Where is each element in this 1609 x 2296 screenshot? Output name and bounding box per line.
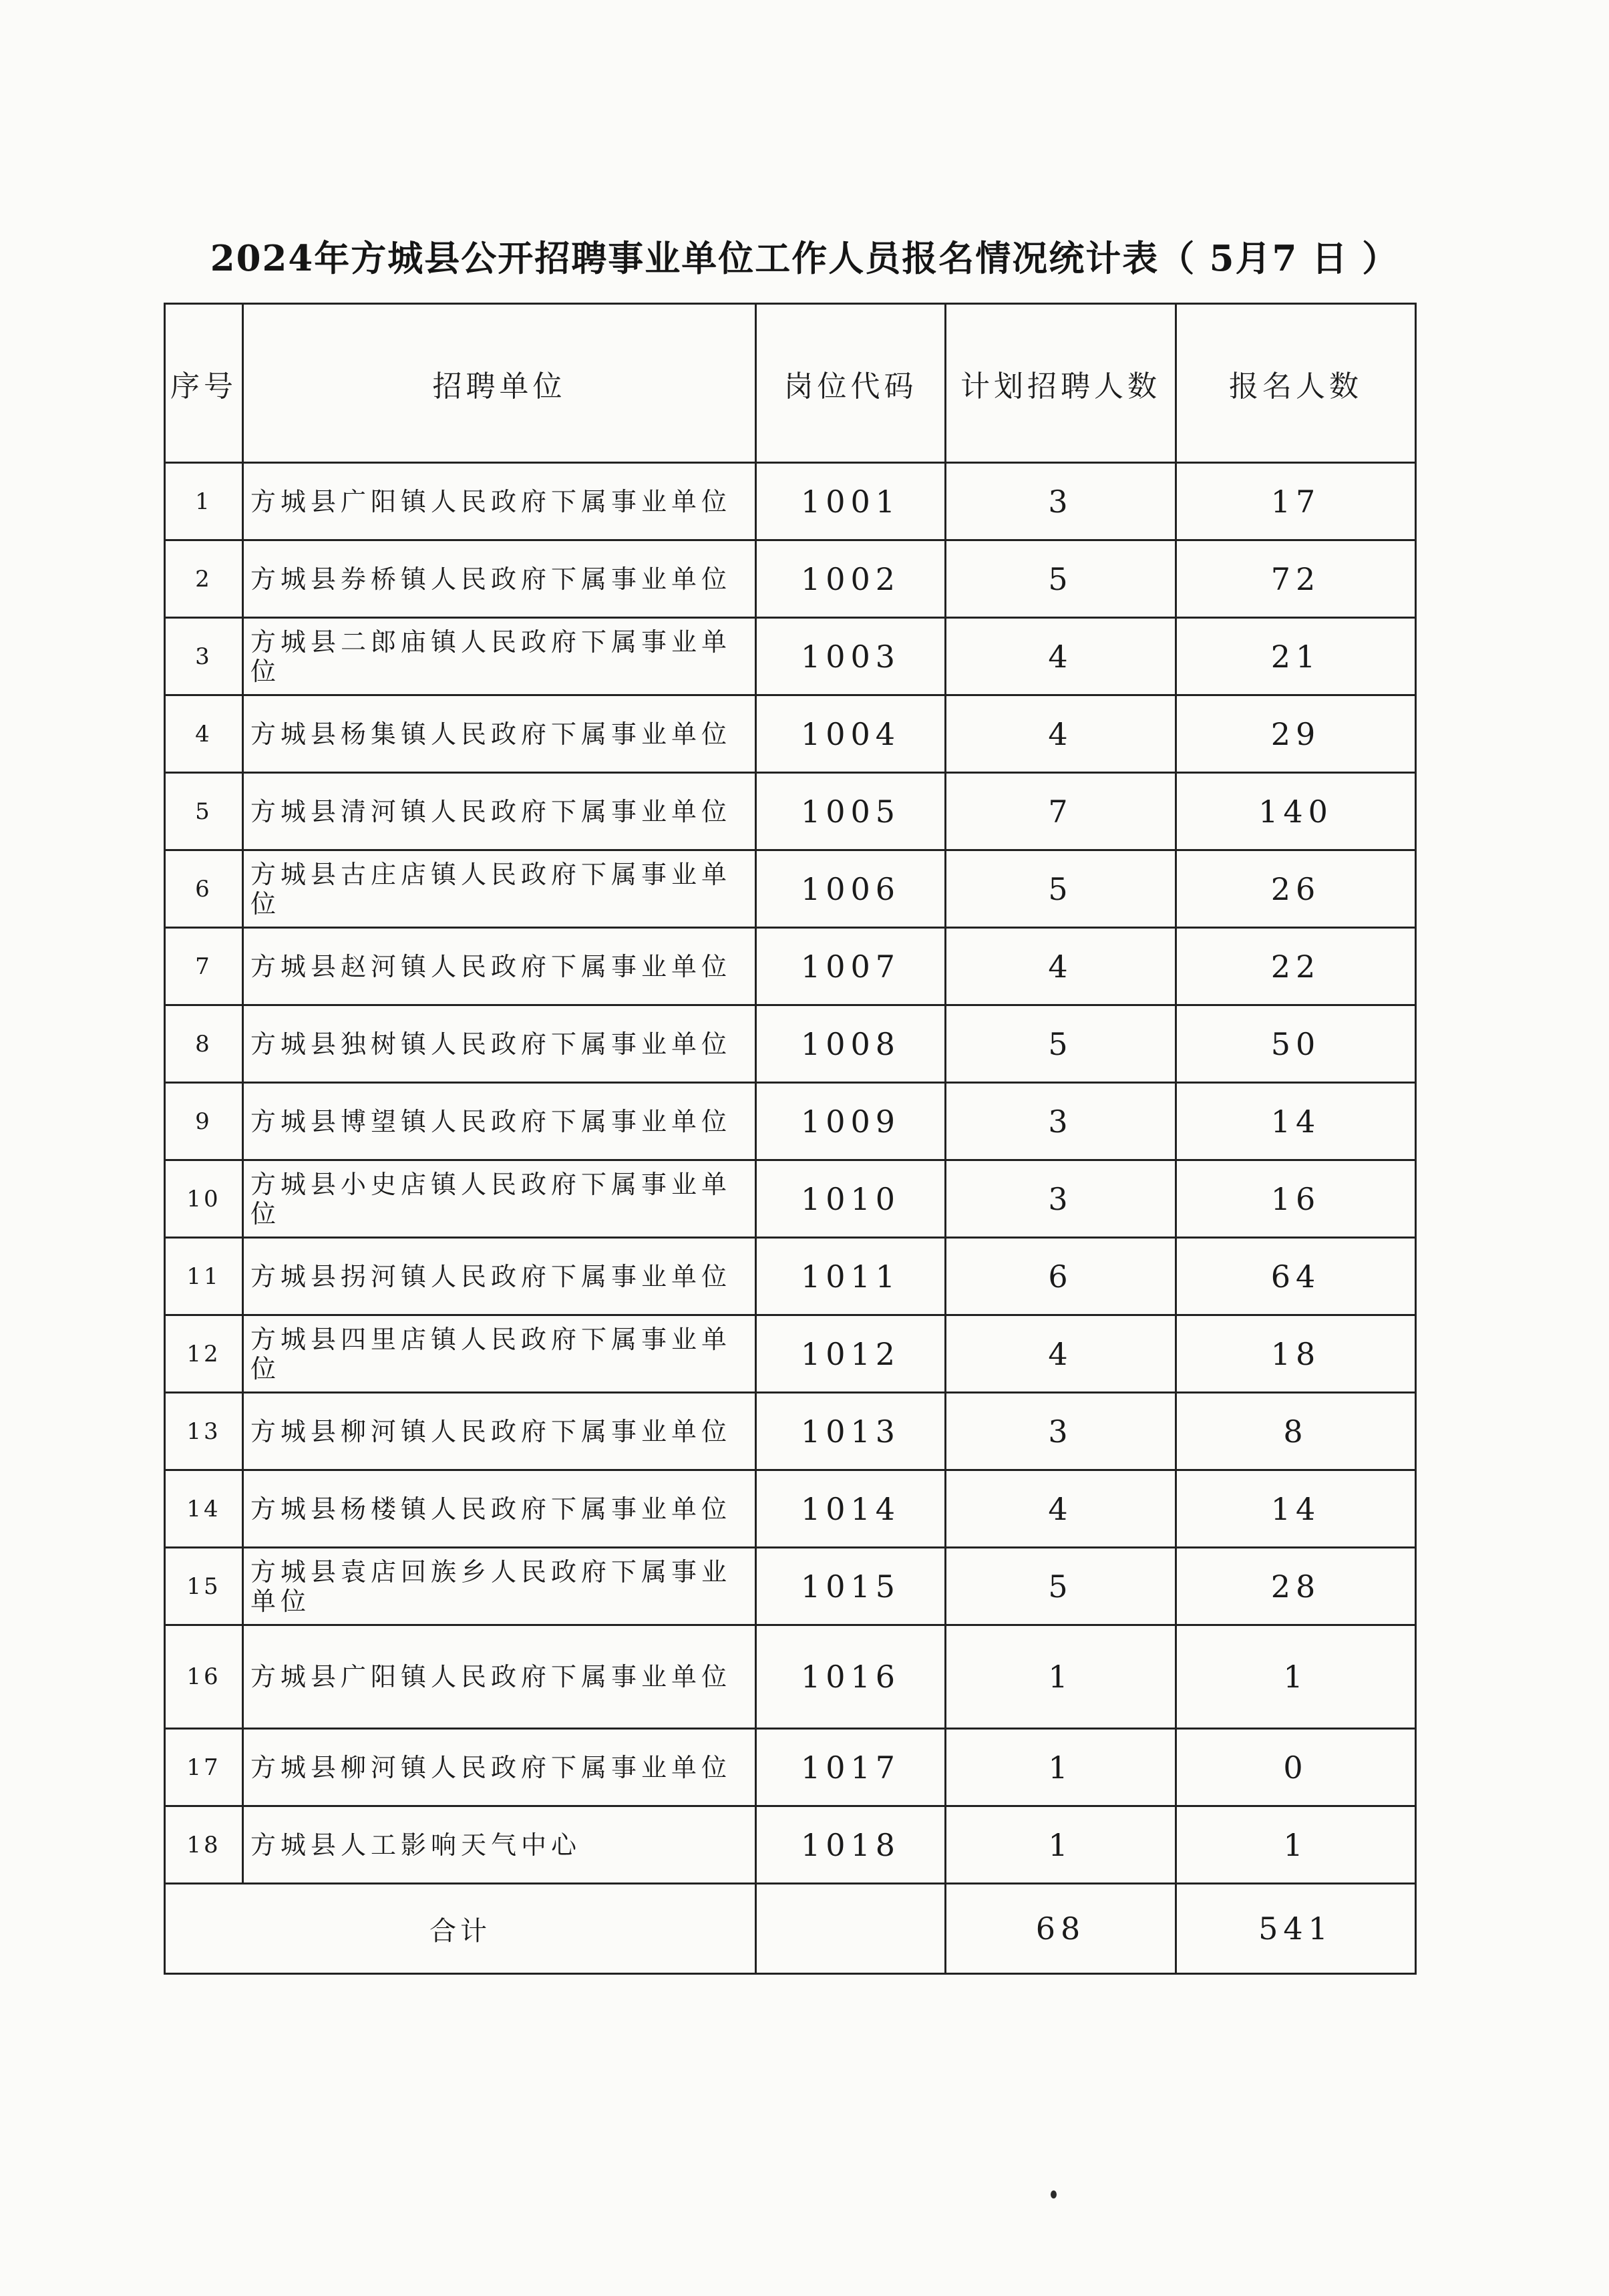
row-unit: 方城县柳河镇人民政府下属事业单位 — [243, 1729, 756, 1806]
row-registered: 1 — [1176, 1625, 1416, 1729]
row-plan: 4 — [946, 928, 1176, 1005]
row-unit: 方城县小史店镇人民政府下属事业单位 — [243, 1160, 756, 1238]
row-registered: 64 — [1176, 1238, 1416, 1315]
total-code-empty — [756, 1884, 946, 1974]
row-registered: 17 — [1176, 463, 1416, 540]
row-index: 9 — [165, 1083, 243, 1160]
row-plan: 4 — [946, 695, 1176, 773]
row-unit: 方城县广阳镇人民政府下属事业单位 — [243, 1625, 756, 1729]
table-row — [165, 928, 1416, 1005]
table-row — [165, 1393, 1416, 1470]
row-registered: 50 — [1176, 1005, 1416, 1083]
row-code: 1013 — [756, 1393, 946, 1470]
row-index: 3 — [165, 618, 243, 695]
row-registered: 22 — [1176, 928, 1416, 1005]
table-row — [165, 1806, 1416, 1884]
row-index: 18 — [165, 1806, 243, 1884]
row-index: 6 — [165, 850, 243, 928]
row-registered: 21 — [1176, 618, 1416, 695]
scan-speck — [1051, 2190, 1057, 2198]
table-row — [165, 695, 1416, 773]
total-plan: 68 — [946, 1884, 1176, 1974]
row-registered: 1 — [1176, 1806, 1416, 1884]
row-registered: 14 — [1176, 1470, 1416, 1548]
row-unit: 方城县杨楼镇人民政府下属事业单位 — [243, 1470, 756, 1548]
row-index: 13 — [165, 1393, 243, 1470]
row-code: 1012 — [756, 1315, 946, 1393]
row-plan: 4 — [946, 618, 1176, 695]
row-registered: 26 — [1176, 850, 1416, 928]
total-registered: 541 — [1176, 1884, 1416, 1974]
table-row — [165, 1315, 1416, 1393]
table-row — [165, 1083, 1416, 1160]
page-title: 2024年方城县公开招聘事业单位工作人员报名情况统计表（ 5月7 日 ） — [210, 238, 1399, 279]
row-index: 15 — [165, 1548, 243, 1625]
row-registered: 8 — [1176, 1393, 1416, 1470]
row-code: 1015 — [756, 1548, 946, 1625]
header-unit: 招聘单位 — [243, 304, 756, 463]
row-registered: 0 — [1176, 1729, 1416, 1806]
table-row — [165, 618, 1416, 695]
row-plan: 4 — [946, 1470, 1176, 1548]
row-unit: 方城县古庄店镇人民政府下属事业单位 — [243, 850, 756, 928]
row-index: 17 — [165, 1729, 243, 1806]
header-plan: 计划招聘人数 — [946, 304, 1176, 463]
table-row — [165, 1470, 1416, 1548]
row-code: 1014 — [756, 1470, 946, 1548]
table-row — [165, 463, 1416, 540]
row-plan: 1 — [946, 1729, 1176, 1806]
row-unit: 方城县人工影响天气中心 — [243, 1806, 756, 1884]
row-code: 1008 — [756, 1005, 946, 1083]
row-code: 1002 — [756, 540, 946, 618]
table-row — [165, 540, 1416, 618]
row-unit: 方城县杨集镇人民政府下属事业单位 — [243, 695, 756, 773]
row-index: 4 — [165, 695, 243, 773]
header-code: 岗位代码 — [756, 304, 946, 463]
row-unit: 方城县券桥镇人民政府下属事业单位 — [243, 540, 756, 618]
row-code: 1005 — [756, 773, 946, 850]
total-label: 合计 — [165, 1884, 756, 1974]
row-unit: 方城县清河镇人民政府下属事业单位 — [243, 773, 756, 850]
row-plan: 5 — [946, 540, 1176, 618]
row-code: 1009 — [756, 1083, 946, 1160]
row-plan: 3 — [946, 463, 1176, 540]
row-code: 1001 — [756, 463, 946, 540]
row-index: 16 — [165, 1625, 243, 1729]
row-plan: 1 — [946, 1625, 1176, 1729]
row-unit: 方城县独树镇人民政府下属事业单位 — [243, 1005, 756, 1083]
table-row — [165, 1005, 1416, 1083]
row-code: 1017 — [756, 1729, 946, 1806]
row-code: 1011 — [756, 1238, 946, 1315]
row-index: 7 — [165, 928, 243, 1005]
row-index: 1 — [165, 463, 243, 540]
row-plan: 3 — [946, 1393, 1176, 1470]
row-code: 1010 — [756, 1160, 946, 1238]
row-unit: 方城县柳河镇人民政府下属事业单位 — [243, 1393, 756, 1470]
row-registered: 28 — [1176, 1548, 1416, 1625]
row-index: 2 — [165, 540, 243, 618]
row-plan: 4 — [946, 1315, 1176, 1393]
row-plan: 6 — [946, 1238, 1176, 1315]
row-index: 11 — [165, 1238, 243, 1315]
row-code: 1004 — [756, 695, 946, 773]
table-row — [165, 850, 1416, 928]
row-unit: 方城县二郎庙镇人民政府下属事业单位 — [243, 618, 756, 695]
row-plan: 5 — [946, 1005, 1176, 1083]
row-index: 10 — [165, 1160, 243, 1238]
header-index: 序号 — [165, 304, 243, 463]
table-row — [165, 1238, 1416, 1315]
table-row — [165, 1729, 1416, 1806]
row-code: 1006 — [756, 850, 946, 928]
table-row — [165, 773, 1416, 850]
row-code: 1003 — [756, 618, 946, 695]
row-unit: 方城县广阳镇人民政府下属事业单位 — [243, 463, 756, 540]
row-unit: 方城县袁店回族乡人民政府下属事业单位 — [243, 1548, 756, 1625]
table-row — [165, 1160, 1416, 1238]
row-index: 8 — [165, 1005, 243, 1083]
row-plan: 3 — [946, 1160, 1176, 1238]
row-index: 12 — [165, 1315, 243, 1393]
row-registered: 140 — [1176, 773, 1416, 850]
table-total-row — [165, 1884, 1416, 1974]
row-unit: 方城县四里店镇人民政府下属事业单位 — [243, 1315, 756, 1393]
row-plan: 5 — [946, 1548, 1176, 1625]
row-code: 1016 — [756, 1625, 946, 1729]
row-plan: 5 — [946, 850, 1176, 928]
registration-stats-table — [164, 303, 1417, 1975]
row-registered: 18 — [1176, 1315, 1416, 1393]
row-plan: 1 — [946, 1806, 1176, 1884]
row-index: 5 — [165, 773, 243, 850]
row-code: 1007 — [756, 928, 946, 1005]
row-plan: 7 — [946, 773, 1176, 850]
row-registered: 72 — [1176, 540, 1416, 618]
row-registered: 29 — [1176, 695, 1416, 773]
row-registered: 14 — [1176, 1083, 1416, 1160]
table-body — [165, 463, 1416, 1974]
row-unit: 方城县拐河镇人民政府下属事业单位 — [243, 1238, 756, 1315]
table-row — [165, 1548, 1416, 1625]
row-code: 1018 — [756, 1806, 946, 1884]
table-header-row — [165, 304, 1416, 463]
row-unit: 方城县赵河镇人民政府下属事业单位 — [243, 928, 756, 1005]
row-plan: 3 — [946, 1083, 1176, 1160]
table-row — [165, 1625, 1416, 1729]
row-index: 14 — [165, 1470, 243, 1548]
row-unit: 方城县博望镇人民政府下属事业单位 — [243, 1083, 756, 1160]
header-registered: 报名人数 — [1176, 304, 1416, 463]
row-registered: 16 — [1176, 1160, 1416, 1238]
